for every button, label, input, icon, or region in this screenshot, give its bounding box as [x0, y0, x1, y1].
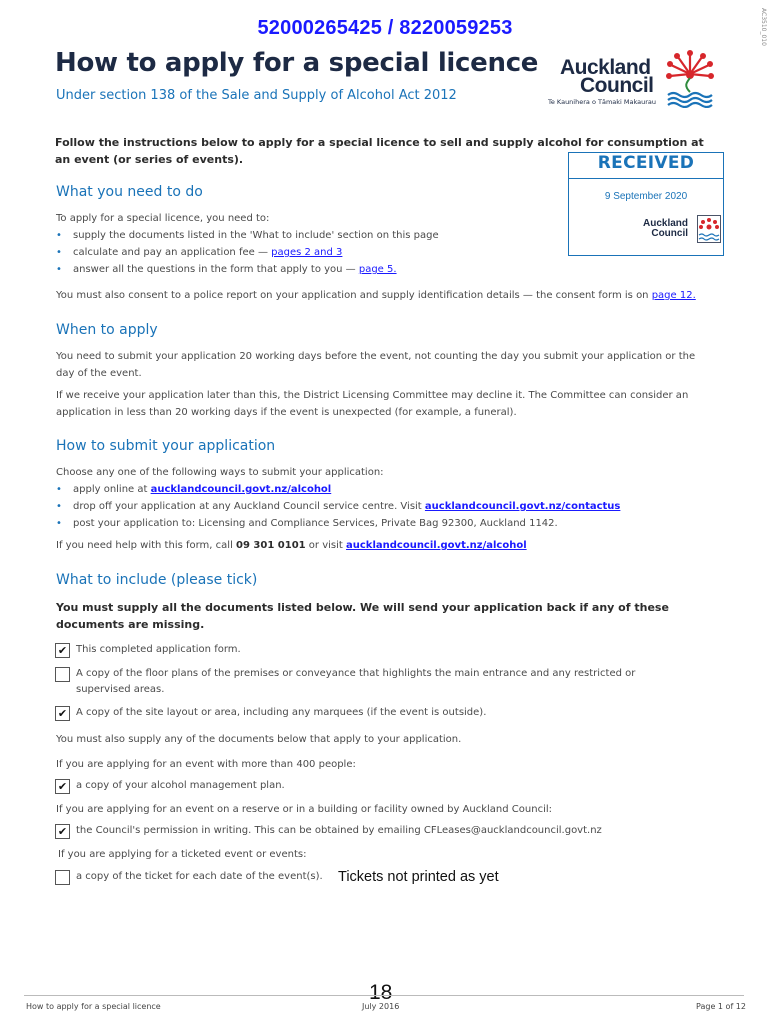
page-title: How to apply for a special licence — [55, 48, 539, 78]
footer-doc-title: How to apply for a special licence — [26, 1002, 161, 1011]
must-supply-text: You must supply all the documents listed below. We will send your application back if any of these documents are missing. — [56, 601, 669, 631]
bullet-text: answer all the questions in the form that apply to you — — [73, 264, 359, 275]
help-label: If you need help with this form, call — [56, 540, 237, 551]
checkbox-council-permission[interactable]: ✔ — [55, 824, 70, 839]
received-stamp-date: 9 September 2020 — [604, 191, 688, 202]
footer-date: July 2016 — [362, 1002, 400, 1011]
page-subtitle: Under section 138 of the Sale and Supply of Alcohol Act 2012 — [56, 88, 457, 103]
bullet-text: drop off your application at any Auckland Council service centre. Visit — [73, 501, 425, 512]
bullet-text: apply online at — [73, 484, 151, 495]
list-item — [56, 498, 716, 515]
link-pages-2-3[interactable]: pages 2 and 3 — [271, 247, 343, 258]
checkbox-ticket-copy[interactable] — [55, 870, 70, 885]
help-text — [56, 537, 716, 554]
footer-page-number: Page 1 of 12 — [696, 1002, 746, 1011]
bullet-text: post your application to: Licensing and Compliance Services, Private Bag 92300, Auckland 1142. — [73, 518, 558, 529]
how-to-submit-list — [56, 481, 716, 532]
list-item — [56, 244, 716, 261]
checkbox-application-form[interactable]: ✔ — [55, 643, 70, 658]
link-page-12[interactable]: page 12. — [651, 290, 696, 301]
stamp-logo-line1: Auckland — [643, 218, 689, 229]
list-item — [56, 227, 716, 244]
reference-number: 52000265425 / 8220059253 — [257, 17, 513, 39]
checklist-label: a copy of the ticket for each date of the event(s). — [76, 871, 323, 882]
received-stamp-divider — [569, 178, 723, 179]
also-supply-text: You must also supply any of the documents below that apply to your application. — [56, 734, 462, 745]
link-alcohol[interactable]: aucklandcouncil.govt.nz/alcohol — [150, 484, 332, 495]
checklist-label: a copy of your alcohol management plan. — [76, 780, 285, 791]
list-item — [56, 261, 716, 278]
checklist-label: A copy of the site layout or area, including any marquees (if the event is outside). — [76, 707, 487, 718]
link-contactus[interactable]: aucklandcouncil.govt.nz/contactus — [424, 501, 621, 512]
consent-text — [56, 287, 716, 304]
logo-word-council: Council — [580, 74, 654, 97]
how-to-submit-block — [56, 464, 716, 532]
what-you-need-list — [56, 227, 716, 278]
handwritten-note: Tickets not printed as yet — [338, 869, 499, 885]
when-to-apply-para2: If we receive your application later than this, the District Licensing Committee may decline it. The Committee can consider an application in less than 20 working days if the event is unexpected (for example, a funeral). — [56, 390, 689, 418]
help-phone: 09 301 0101 — [236, 540, 306, 551]
list-item — [56, 481, 716, 498]
side-code: AC3510_010 — [760, 8, 767, 46]
link-page-5[interactable]: page 5. — [358, 264, 397, 275]
link-alcohol-help[interactable]: aucklandcouncil.govt.nz/alcohol — [346, 540, 527, 551]
handwritten-page-number: 18 — [369, 981, 393, 1004]
pohutukawa-flower-icon — [666, 48, 714, 108]
what-you-need-block — [56, 210, 716, 278]
when-to-apply-para1: You need to submit your application 20 working days before the event, not counting the day you submit your application or the day of the event. — [56, 351, 696, 379]
stamp-logo-line2: Council — [651, 228, 689, 239]
checkbox-management-plan[interactable]: ✔ — [55, 779, 70, 794]
checkbox-site-layout[interactable]: ✔ — [55, 706, 70, 721]
bullet-text: supply the documents listed in the 'What to include' section on this page — [73, 230, 439, 241]
heading-what-you-need: What you need to do — [56, 184, 203, 200]
checklist-label: A copy of the floor plans of the premises or conveyance that highlights the main entrance and any restricted or supervised areas. — [76, 668, 636, 695]
checklist-label: the Council's permission in writing. This can be obtained by emailing CFLeases@aucklandcouncil.govt.nz — [76, 825, 602, 836]
help-or: or visit — [305, 540, 346, 551]
footer-divider — [24, 995, 744, 996]
what-you-need-lead: To apply for a special licence, you need to: — [56, 213, 270, 224]
list-item — [56, 515, 716, 532]
if-400-text: If you are applying for an event with more than 400 people: — [56, 759, 356, 770]
if-ticketed-text: If you are applying for a ticketed event or events: — [58, 849, 307, 860]
consent-label: You must also consent to a police report on your application and supply identification details — the consent form is on — [56, 290, 652, 301]
heading-when-to-apply: When to apply — [56, 322, 158, 338]
logo-word-auckland: Auckland — [560, 56, 651, 79]
if-reserve-text: If you are applying for an event on a reserve or in a building or facility owned by Auckland Council: — [56, 804, 553, 815]
checklist-label: This completed application form. — [76, 644, 241, 655]
checkbox-floor-plans[interactable] — [55, 667, 70, 682]
heading-what-to-include: What to include (please tick) — [56, 572, 258, 588]
received-stamp-title: RECEIVED — [597, 153, 695, 173]
bullet-text: calculate and pay an application fee — — [73, 247, 272, 258]
auckland-council-logo — [548, 48, 720, 110]
heading-how-to-submit: How to submit your application — [56, 438, 276, 454]
how-to-submit-lead: Choose any one of the following ways to submit your application: — [56, 467, 384, 478]
intro-text: Follow the instructions below to apply for a special licence to sell and supply alcohol for consumption at an event (or series of events). — [55, 136, 704, 166]
logo-tagline: Te Kaunihera o Tāmaki Makaurau — [548, 98, 657, 106]
